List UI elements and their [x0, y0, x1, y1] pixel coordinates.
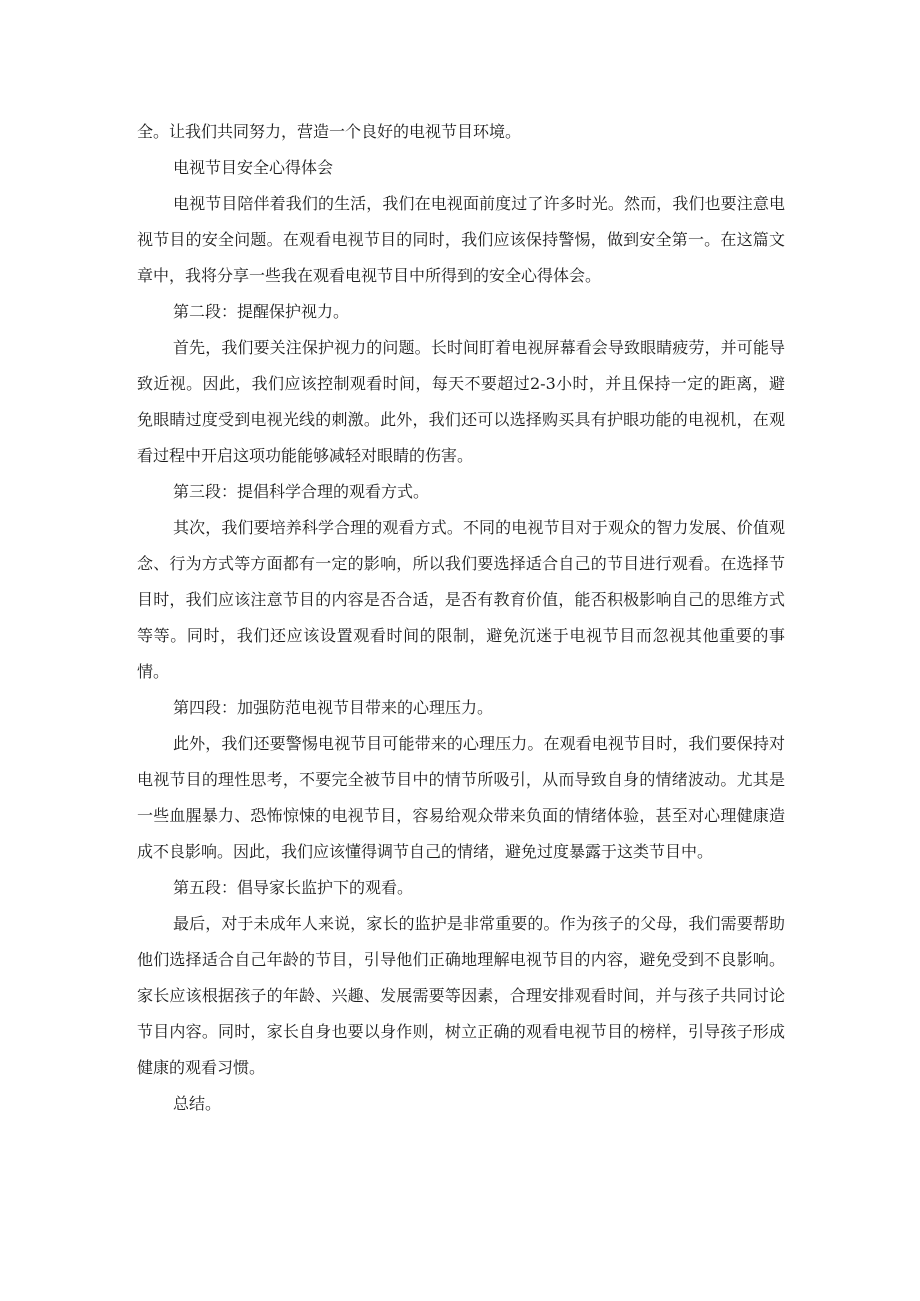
- section-heading-3: 第三段：提倡科学合理的观看方式。: [173, 482, 430, 501]
- paragraph-viewing-habits: 其次，我们要培养科学合理的观看方式。不同的电视节目对于观众的智力发展、价值观念、行为方式等方面都有一定的影响，所以我们要选择适合自己的节目进行观看。在选择节目时，我们应该注意节目的内容是否合适，是否有教育价值，能否积极影响自己的思维方式等等。同时，我们还应该设置观看时间的限制，避免沉迷于电视节目而忽视其他重要的事情。: [137, 518, 785, 681]
- section-heading-2: 第二段：提醒保护视力。: [173, 302, 350, 321]
- article-title: 电视节目安全心得体会: [173, 158, 334, 177]
- section-heading-4: 第四段：加强防范电视节目带来的心理压力。: [173, 698, 494, 717]
- paragraph-parental-supervision: 最后，对于未成年人来说，家长的监护是非常重要的。作为孩子的父母，我们需要帮助他们选择适合自己年龄的节目，引导他们正确地理解电视节目的内容，避免受到不良影响。家长应该根据孩子的年龄、兴趣、发展需要等因素，合理安排观看时间，并与孩子共同讨论节目内容。同时，家长自身也要以身作则，树立正确的观看电视节目的榜样，引导孩子形成健康的观看习惯。: [137, 914, 785, 1077]
- paragraph-intro: 电视节目陪伴着我们的生活，我们在电视面前度过了许多时光。然而，我们也要注意电视节目的安全问题。在观看电视节目的同时，我们应该保持警惕，做到安全第一。在这篇文章中，我将分享一些我在观看电视节目中所得到的安全心得体会。: [137, 194, 785, 285]
- paragraph-psychological-pressure: 此外，我们还要警惕电视节目可能带来的心理压力。在观看电视节目时，我们要保持对电视节目的理性思考，不要完全被节目中的情节所吸引，从而导致自身的情绪波动。尤其是一些血腥暴力、恐怖惊悚的电视节目，容易给观众带来负面的情绪体验，甚至对心理健康造成不良影响。因此，我们应该懂得调节自己的情绪，避免过度暴露于这类节目中。: [137, 734, 785, 861]
- section-heading-summary: 总结。: [173, 1094, 222, 1113]
- document-page: [137, 114, 785, 1122]
- paragraph-eyesight: 首先，我们要关注保护视力的问题。长时间盯着电视屏幕看会导致眼睛疲劳，并可能导致近视。因此，我们应该控制观看时间，每天不要超过2-3小时，并且保持一定的距离，避免眼睛过度受到电视光线的刺激。此外，我们还可以选择购买具有护眼功能的电视机，在观看过程中开启这项功能能够减轻对眼睛的伤害。: [137, 338, 785, 465]
- paragraph-continuation: 全。让我们共同努力，营造一个良好的电视节目环境。: [137, 122, 522, 141]
- section-heading-5: 第五段：倡导家长监护下的观看。: [173, 878, 414, 897]
